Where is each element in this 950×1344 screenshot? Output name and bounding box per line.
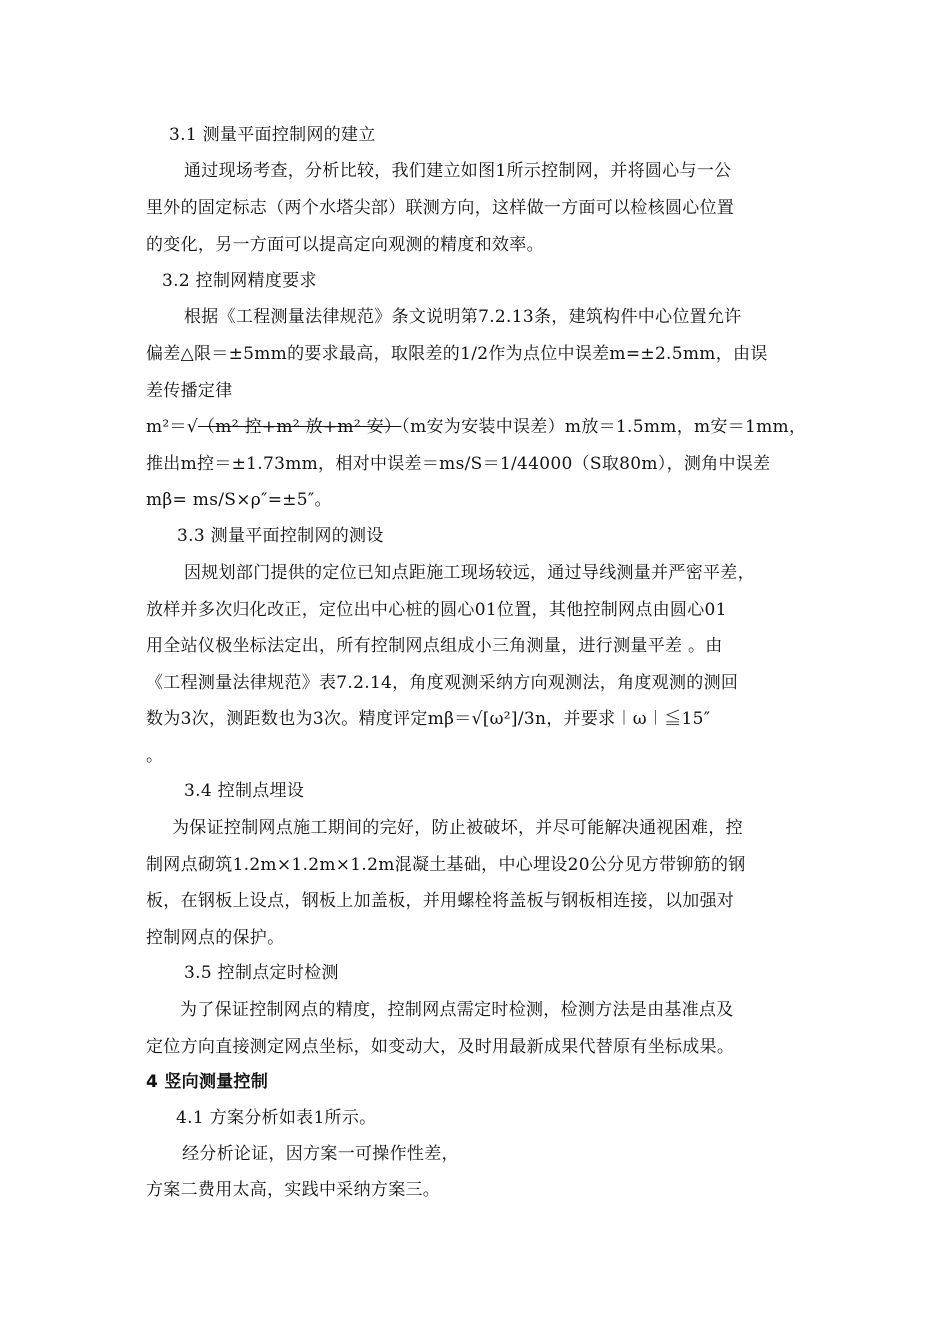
paragraph-line: 因规划部门提供的定位已知点距施工现场较远，通过导线测量并严密平差， (184, 563, 755, 583)
formula-line (146, 415, 806, 439)
paragraph-line: 通过现场考查，分析比较，我们建立如图1所示控制网，并将圆心与一公 (184, 161, 732, 181)
formula-struck: （m² 控+m² 放+m² 安） (197, 417, 402, 437)
section-3-4-heading: 3.4 控制点埋设 (184, 781, 305, 801)
paragraph-line: 为保证控制网点施工期间的完好，防止被破坏，并尽可能解决通视困难，控 (172, 818, 743, 838)
section-3-2-heading: 3.2 控制网精度要求 (162, 271, 317, 291)
paragraph-line: 偏差△限＝±5mm的要求最高，取限差的1/2作为点位中误差m=±2.5mm，由误 (146, 344, 768, 364)
paragraph-line: 放样并多次归化改正，定位出中心桩的圆心01位置，其他控制网点由圆心01 (146, 600, 727, 620)
paragraph-line: 《工程测量法律规范》表7.2.14，角度观测采纳方向观测法，角度观测的测回 (146, 673, 739, 693)
paragraph-line: 制网点砌筑1.2m×1.2m×1.2m混凝土基础，中心埋设20公分见方带铆筋的钢 (146, 855, 746, 875)
paragraph-line: 定位方向直接测定网点坐标，如变动大，及时用最新成果代替原有坐标成果。 (146, 1037, 735, 1057)
subsection-4-1: 4.1 方案分析如表1所示。 (176, 1108, 377, 1128)
paragraph-line: mβ= ms/S×ρ″=±5″。 (146, 490, 332, 510)
paragraph-line: 推出m控＝±1.73mm，相对中误差＝ms/S＝1/44000（S取80m），测角中误差 (146, 454, 771, 474)
section-4-heading: 4 竖向测量控制 (146, 1072, 269, 1092)
paragraph-line: 经分析论证，因方案一可操作性差， (182, 1144, 459, 1164)
paragraph-line: 。 (146, 746, 164, 766)
paragraph-line: 数为3次，测距数也为3次。精度评定mβ＝√[ω²]/3n，并要求︱ω︱≦15″ (146, 709, 711, 729)
section-3-3-heading: 3.3 测量平面控制网的测设 (177, 526, 384, 546)
paragraph-line: 为了保证控制网点的精度，控制网点需定时检测，检测方法是由基准点及 (180, 1000, 734, 1020)
section-3-5-heading: 3.5 控制点定时检测 (184, 963, 339, 983)
paragraph-line: 的变化，另一方面可以提高定向观测的精度和效率。 (146, 235, 544, 255)
paragraph-line: 里外的固定标志（两个水塔尖部）联测方向，这样做一方面可以检核圆心位置 (146, 198, 735, 218)
paragraph-line: 板，在钢板上设点，钢板上加盖板，并用螺栓将盖板与钢板相连接，以加强对 (146, 891, 735, 911)
paragraph-line: 差传播定律 (146, 381, 233, 401)
formula-suffix: （m安为安装中误差）m放＝1.5mm，m安＝1mm， (401, 417, 807, 437)
paragraph-line: 根据《工程测量法律规范》条文说明第7.2.13条，建筑构件中心位置允许 (184, 307, 742, 327)
formula-prefix: m²＝√ (146, 417, 198, 437)
paragraph-line: 用全站仪极坐标法定出，所有控制网点组成小三角测量，进行测量平差 。由 (146, 636, 723, 656)
paragraph-line: 控制网点的保护。 (146, 928, 285, 948)
section-3-1-heading: 3.1 测量平面控制网的建立 (169, 125, 376, 145)
paragraph-line: 方案二费用太高，实践中采纳方案三。 (146, 1180, 441, 1200)
